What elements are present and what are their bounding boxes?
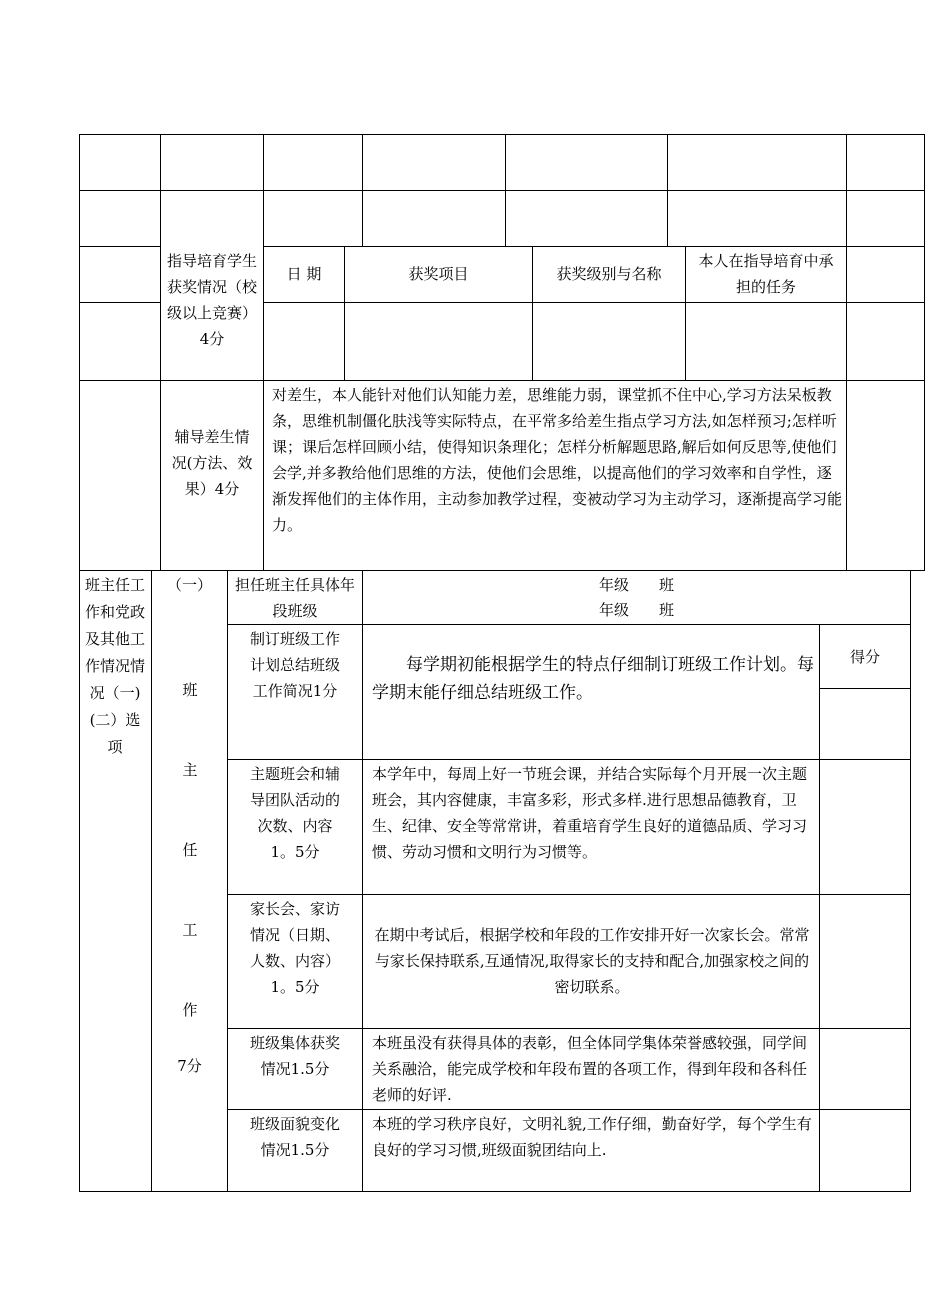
class-appearance-text: 本班的学习秩序良好，文明礼貌,工作仔细，勤奋好学，每个学生有良好的学习习惯,班级面貌团结向上.	[372, 1115, 812, 1159]
theme-meeting-text: 本学年中，每周上好一节班会课，并结合实际每个月开展一次主题班会，其内容健康，丰富多彩，形式多样.进行思想品德教育，卫生、纪律、安全等常常讲，着重培育学生良好的道德品质、学习习惯、劳动习惯和文明行为习惯等。	[372, 765, 808, 861]
grade-class-line-1: 年级 班	[598, 576, 674, 594]
row-label-class-awards: 班级集体获奖情况1.5分	[249, 1034, 340, 1078]
weak-students-label: 辅导差生情况(方法、效果）4分	[171, 428, 253, 498]
class-awards-text: 本班虽没有获得具体的表彰，但全体同学集体荣誉感较强，同学间关系融洽，能完成学校和年段布置的各项工作，得到年段和各科任老师的好评.	[372, 1034, 808, 1104]
row-label-class-appearance: 班级面貌变化情况1.5分	[249, 1115, 340, 1159]
award-header-task: 本人在指导培育中承担的任务	[698, 252, 834, 296]
row-label-grade-class: 担任班主任具体年段班级	[234, 576, 355, 620]
award-header-level: 获奖级别与名称	[556, 265, 662, 283]
sub-label-vertical: 班主任工作	[182, 681, 198, 1019]
score-header: 得分	[849, 648, 880, 666]
parent-meeting-text: 在期中考试后，根据学校和年段的工作安排开好一次家长会。常常与家长保持联系,互通情况,取得家长的支持和配合,加强家校之间的密切联系。	[374, 926, 810, 996]
award-guidance-label: 指导培育学生获奖情况（校级以上竞赛）4分	[167, 252, 258, 348]
row-label-parent-meeting: 家长会、家访情况（日期、人数、内容）1。5分	[249, 900, 340, 996]
row-label-theme-meeting: 主题班会和辅导团队活动的次数、内容1。5分	[249, 765, 340, 861]
sub-label-score: 7分	[177, 1057, 202, 1075]
plan-summary-text: 每学期初能根据学生的特点仔细制订班级工作计划。每学期末能仔细总结班级工作。	[372, 655, 814, 703]
award-header-project: 获奖项目	[408, 265, 469, 283]
sub-label-index: （一）	[166, 576, 212, 594]
award-header-date: 日 期	[286, 265, 322, 283]
row-label-plan-summary: 制订班级工作计划总结班级工作简况1分	[249, 630, 340, 700]
grade-class-line-2: 年级 班	[598, 601, 674, 619]
weak-students-text: 对差生，本人能针对他们认知能力差，思维能力弱，课堂抓不住中心,学习方法呆板教条，思维机制僵化肤浅等实际特点，在平常多给差生指点学习方法,如怎样预习;怎样听课；课后怎样回顾小结，使得知识条理化；怎样分析解题思路,解后如何反思等,使他们会学,并多教给他们思维的方法，使他们会思维，以提高他们的学习效率和自学性，逐渐发挥他们的主体作用，主动参加教学过程，变被动学习为主动学习，逐渐提高学习能力。	[272, 386, 843, 534]
class-teacher-section-title: 班主任工作和党政及其他工作情况情况（一)(二）选项	[84, 576, 145, 756]
